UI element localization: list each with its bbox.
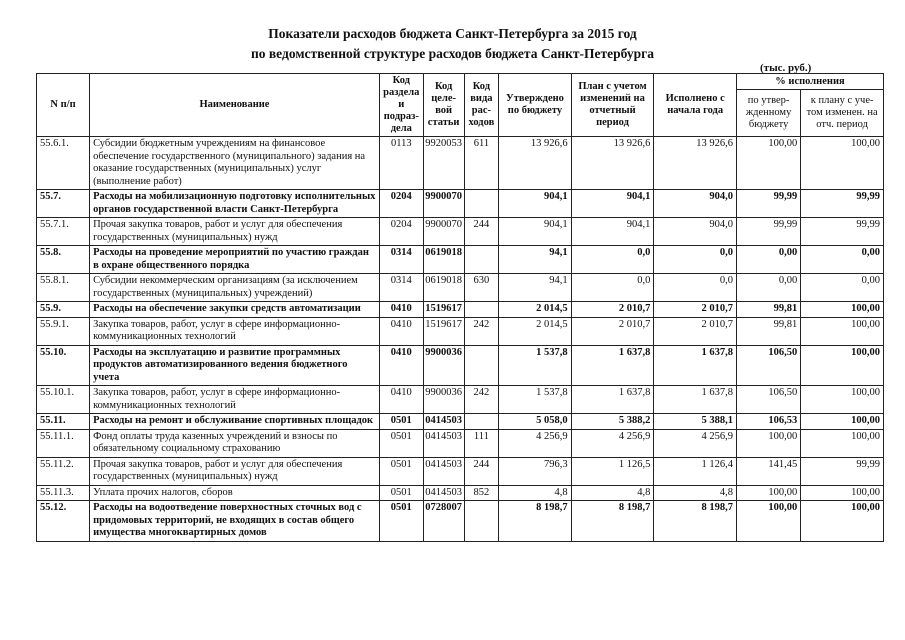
table-row [37,414,884,430]
cell-pct-plan: 100,00 [801,302,884,318]
cell-name: Расходы на проведение мероприятий по участию граждан в охране общественного порядка [90,246,380,274]
cell-name: Субсидии некоммерческим организациям (за исключением государственных (муниципальных) учреждений) [90,274,380,302]
cell-plan: 8 198,7 [571,501,654,542]
cell-statya: 9900070 [423,218,464,246]
cell-approved: 4,8 [499,485,571,501]
cell-name: Уплата прочих налогов, сборов [90,485,380,501]
header-executed: Исполнено с начала года [654,74,737,137]
cell-pct-budget: 0,00 [736,274,800,302]
header-np: N п/п [37,74,90,137]
header-name: Наименование [90,74,380,137]
cell-razdel: 0314 [379,274,423,302]
cell-statya: 9900036 [423,345,464,386]
cell-statya: 0414503 [423,485,464,501]
cell-name: Закупка товаров, работ, услуг в сфере информационно-коммуникационных технологий [90,386,380,414]
cell-razdel: 0501 [379,429,423,457]
table-row [37,317,884,345]
table-row [37,457,884,485]
cell-approved: 94,1 [499,274,571,302]
cell-pct-plan: 99,99 [801,457,884,485]
cell-razdel: 0501 [379,501,423,542]
cell-approved: 904,1 [499,218,571,246]
cell-np: 55.10.1. [37,386,90,414]
cell-plan: 0,0 [571,246,654,274]
cell-razdel: 0501 [379,414,423,430]
cell-pct-plan: 0,00 [801,274,884,302]
table-row [37,218,884,246]
cell-plan: 904,1 [571,218,654,246]
cell-name: Прочая закупка товаров, работ и услуг для обеспечения государственных (муниципальных) нужд [90,218,380,246]
cell-pct-plan: 99,99 [801,218,884,246]
cell-approved: 5 058,0 [499,414,571,430]
budget-table [36,73,884,542]
cell-statya: 0414503 [423,429,464,457]
cell-vid [464,414,499,430]
cell-statya: 0619018 [423,274,464,302]
cell-approved: 4 256,9 [499,429,571,457]
cell-razdel: 0501 [379,485,423,501]
cell-executed: 1 637,8 [654,386,737,414]
cell-vid [464,345,499,386]
cell-pct-plan: 99,99 [801,190,884,218]
cell-pct-budget: 141,45 [736,457,800,485]
cell-np: 55.9.1. [37,317,90,345]
cell-statya: 9920053 [423,137,464,190]
cell-pct-plan: 100,00 [801,429,884,457]
table-row [37,429,884,457]
cell-razdel: 0113 [379,137,423,190]
cell-np: 55.11. [37,414,90,430]
cell-np: 55.11.3. [37,485,90,501]
cell-pct-budget: 106,53 [736,414,800,430]
cell-vid: 111 [464,429,499,457]
table-row [37,386,884,414]
cell-name: Расходы на водоотведение поверхностных сточных вод с придомовых территорий, не входящих в состав общего имущества многоквартирных домов [90,501,380,542]
header-pct-budget: по утвер-жденному бюджету [736,90,800,137]
cell-vid [464,501,499,542]
cell-executed: 5 388,1 [654,414,737,430]
cell-razdel: 0204 [379,190,423,218]
cell-executed: 8 198,7 [654,501,737,542]
cell-pct-budget: 100,00 [736,429,800,457]
cell-name: Субсидии бюджетным учреждениям на финансовое обеспечение государственного (муниципального) задания на оказание государственных (муниципальных) услуг (выполнение работ) [90,137,380,190]
cell-pct-budget: 99,81 [736,302,800,318]
cell-executed: 4 256,9 [654,429,737,457]
cell-statya: 9900070 [423,190,464,218]
cell-plan: 1 637,8 [571,386,654,414]
cell-statya: 0414503 [423,414,464,430]
cell-executed: 0,0 [654,246,737,274]
cell-vid [464,302,499,318]
cell-np: 55.8.1. [37,274,90,302]
cell-approved: 8 198,7 [499,501,571,542]
cell-statya: 0619018 [423,246,464,274]
cell-np: 55.8. [37,246,90,274]
cell-plan: 1 126,5 [571,457,654,485]
cell-executed: 2 010,7 [654,317,737,345]
cell-executed: 1 126,4 [654,457,737,485]
table-row [37,190,884,218]
cell-pct-plan: 100,00 [801,137,884,190]
cell-vid: 630 [464,274,499,302]
cell-vid: 611 [464,137,499,190]
cell-np: 55.10. [37,345,90,386]
cell-plan: 1 637,8 [571,345,654,386]
cell-plan: 0,0 [571,274,654,302]
cell-name: Расходы на ремонт и обслуживание спортивных площадок [90,414,380,430]
cell-approved: 2 014,5 [499,317,571,345]
cell-pct-budget: 106,50 [736,386,800,414]
cell-statya: 9900036 [423,386,464,414]
cell-executed: 1 637,8 [654,345,737,386]
cell-approved: 2 014,5 [499,302,571,318]
cell-razdel: 0410 [379,345,423,386]
cell-executed: 2 010,7 [654,302,737,318]
cell-pct-plan: 100,00 [801,317,884,345]
cell-pct-budget: 100,00 [736,485,800,501]
cell-plan: 2 010,7 [571,302,654,318]
cell-pct-budget: 106,50 [736,345,800,386]
cell-approved: 94,1 [499,246,571,274]
cell-plan: 5 388,2 [571,414,654,430]
cell-plan: 13 926,6 [571,137,654,190]
cell-pct-budget: 99,81 [736,317,800,345]
cell-executed: 904,0 [654,190,737,218]
cell-pct-plan: 100,00 [801,501,884,542]
table-body [37,137,884,542]
cell-razdel: 0410 [379,302,423,318]
cell-vid: 244 [464,457,499,485]
cell-vid [464,190,499,218]
cell-pct-plan: 100,00 [801,386,884,414]
cell-pct-plan: 100,00 [801,345,884,386]
header-pct-plan: к плану с уче-том изменен. на отч. период [801,90,884,137]
units-label: (тыс. руб.) [760,62,812,74]
cell-vid: 242 [464,317,499,345]
table-row [37,137,884,190]
header-vid: Код вида рас-ходов [464,74,499,137]
table-row [37,501,884,542]
header-statya: Код целе-вой статьи [423,74,464,137]
cell-name: Фонд оплаты труда казенных учреждений и взносы по обязательному социальному страхованию [90,429,380,457]
cell-pct-budget: 100,00 [736,501,800,542]
cell-pct-plan: 100,00 [801,485,884,501]
cell-approved: 13 926,6 [499,137,571,190]
header-plan: План с учетом изменений на отчетный период [571,74,654,137]
cell-np: 55.6.1. [37,137,90,190]
cell-name: Прочая закупка товаров, работ и услуг для обеспечения государственных (муниципальных) нужд [90,457,380,485]
cell-name: Закупка товаров, работ, услуг в сфере информационно-коммуникационных технологий [90,317,380,345]
cell-approved: 1 537,8 [499,345,571,386]
cell-pct-budget: 99,99 [736,218,800,246]
cell-name: Расходы на обеспечение закупки средств автоматизации [90,302,380,318]
cell-vid: 242 [464,386,499,414]
cell-plan: 904,1 [571,190,654,218]
document-title-line1: Показатели расходов бюджета Санкт-Петербурга за 2015 год [268,26,637,41]
table-row [37,246,884,274]
cell-np: 55.9. [37,302,90,318]
cell-razdel: 0410 [379,317,423,345]
cell-name: Расходы на мобилизационную подготовку исполнительных органов государственной власти Санкт-Петербурга [90,190,380,218]
table-row [37,485,884,501]
cell-statya: 1519617 [423,317,464,345]
cell-statya: 1519617 [423,302,464,318]
cell-executed: 4,8 [654,485,737,501]
cell-plan: 4 256,9 [571,429,654,457]
cell-pct-plan: 0,00 [801,246,884,274]
cell-statya: 0414503 [423,457,464,485]
cell-vid [464,246,499,274]
cell-approved: 796,3 [499,457,571,485]
cell-pct-plan: 100,00 [801,414,884,430]
cell-plan: 4,8 [571,485,654,501]
document-title-line2: по ведомственной структуре расходов бюджета Санкт-Петербурга [250,46,655,61]
cell-razdel: 0410 [379,386,423,414]
cell-executed: 0,0 [654,274,737,302]
table-row [37,302,884,318]
cell-plan: 2 010,7 [571,317,654,345]
cell-razdel: 0314 [379,246,423,274]
header-razdel: Код раздела и подраз-дела [379,74,423,137]
cell-razdel: 0204 [379,218,423,246]
cell-pct-budget: 99,99 [736,190,800,218]
cell-executed: 904,0 [654,218,737,246]
cell-vid: 244 [464,218,499,246]
header-approved: Утверждено по бюджету [499,74,571,137]
table-row [37,274,884,302]
cell-approved: 904,1 [499,190,571,218]
cell-np: 55.11.1. [37,429,90,457]
cell-pct-budget: 0,00 [736,246,800,274]
cell-approved: 1 537,8 [499,386,571,414]
table-row [37,345,884,386]
cell-np: 55.7. [37,190,90,218]
cell-vid: 852 [464,485,499,501]
cell-pct-budget: 100,00 [736,137,800,190]
cell-executed: 13 926,6 [654,137,737,190]
cell-np: 55.7.1. [37,218,90,246]
cell-statya: 0728007 [423,501,464,542]
cell-np: 55.11.2. [37,457,90,485]
cell-name: Расходы на эксплуатацию и развитие программных продуктов автоматизированного ведения бюджетного учета [90,345,380,386]
cell-razdel: 0501 [379,457,423,485]
header-pct-group: % исполнения [736,74,883,90]
cell-np: 55.12. [37,501,90,542]
